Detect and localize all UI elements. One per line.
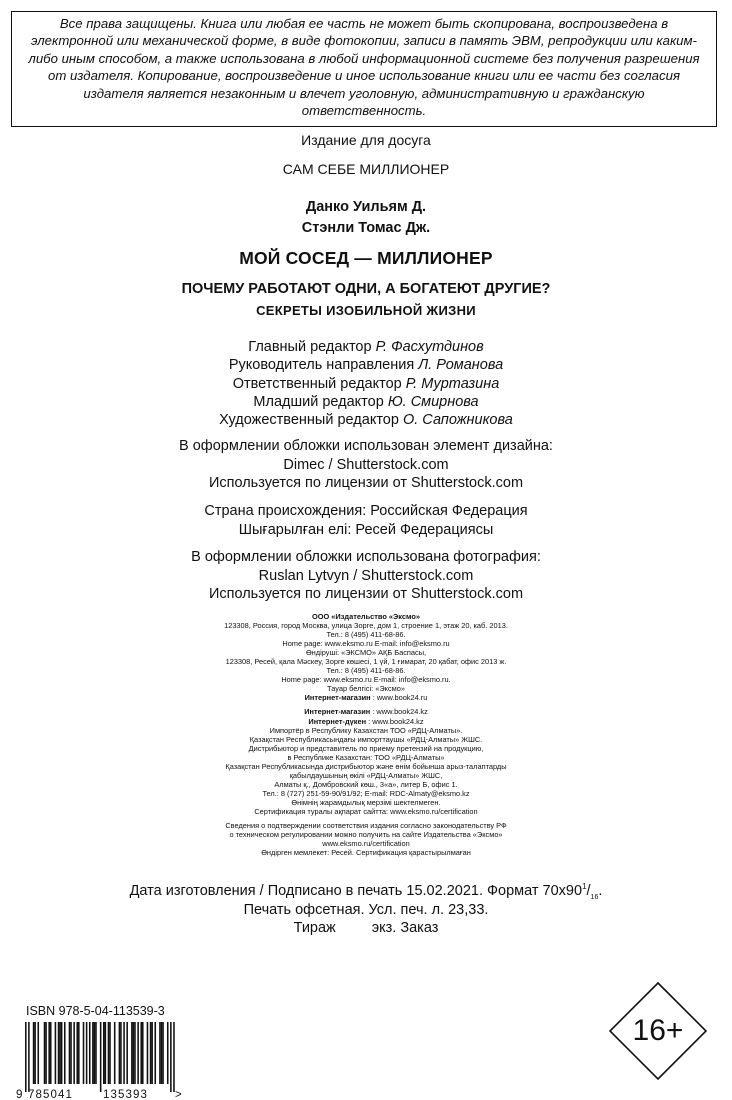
editor-name: О. Сапожникова [402,412,513,429]
imprint-line [0,744,732,753]
barcode-bars [25,1022,175,1092]
format-fraction-numerator: 1 [582,882,587,892]
imprint-line [0,780,732,789]
print-info-line-2: Печать офсетная. Усл. печ. л. 23,33. [243,901,489,918]
isbn-number: ISBN 978-5-04-113539-3 [26,1004,165,1018]
imprint-line [0,798,732,807]
imprint-line-text: Өнімнің жарамдылық мерзімі шектелмеген. [291,797,441,807]
editor-role: Художественный редактор [219,412,399,429]
imprint-line [0,789,732,798]
print-info [0,882,732,938]
editor-line [0,375,732,393]
origin-line: Шығарылған елі: Ресей Федерациясы [238,521,494,538]
imprint-line-text: 123308, Ресей, қала Мәскеу, Зорге көшесі, 1 үй, 1 ғимарат, 20 қабат, офис 2013 ж. [225,657,507,667]
imprint-line [0,753,732,762]
book-title: МОЙ СОСЕД — МИЛЛИОНЕР [239,248,493,268]
print-run-label: Тираж [293,920,336,936]
imprint-line-label: Интернет-дүкен [308,716,367,726]
origin-line: Страна происхождения: Российская Федерация [204,503,528,519]
book-subtitle: ПОЧЕМУ РАБОТАЮТ ОДНИ, А БОГАТЕЮТ ДРУГИЕ? [181,281,551,297]
imprint-line [0,621,732,630]
imprint-line [0,639,732,648]
imprint-line-text: 123308, Россия, город Москва, улица Зорге, дом 1, строение 1, этаж 20, каб. 2013. [224,621,508,631]
editor-name: Р. Муртазина [405,375,500,392]
age-rating-badge [609,982,707,1080]
format-fraction-denominator: 16 [590,893,599,901]
copyright-notice-text: Все права защищены. Книга или любая ее часть не может быть скопирована, воспроизведена в электронной или механической форме, в виде фотокопии, записи в память ЭВМ, репродукции или каким-либо иным способом, а также использована в любой информационной системе без получения разрешения от издателя. Копирование, воспроизведение и иное использование книги или ее части без согласия издателя является незаконным и влечет уголовную, административную и гражданскую ответственность. [28,16,700,119]
barcode-tail-mark: > [175,1089,182,1100]
imprint-line [0,648,732,657]
editor-line [0,393,732,411]
imprint-line-text: Сведения о подтверждении соответствия издания согласно законодательству РФ [225,821,507,831]
print-info-line-3 [0,919,732,938]
editor-name: Ю. Смирнова [387,393,479,410]
editor-role: Главный редактор [248,339,372,355]
imprint-line-text: Өндіруші: «ЭКСМО» АҚБ Баспасы, [305,648,427,658]
imprint-line-text: www.eksmo.ru/certification [322,839,410,849]
imprint-line-text: Сертификация туралы ақпарат сайтта: www.eksmo.ru/certification [254,806,478,816]
imprint-line [0,771,732,780]
imprint-line [0,707,732,716]
imprint-line-label: Интернет-магазин [304,707,371,717]
editor-line [0,338,732,356]
imprint-line-text: Қазақстан Республикасында дистрибьютор және өнім бойынша арыз-талаптарды [225,761,507,771]
series-name: САМ СЕБЕ МИЛЛИОНЕР [282,161,450,177]
imprint-line [0,684,732,693]
authors-block [0,197,732,239]
imprint-line [0,848,732,857]
author-1: Данко Уильям Д. [305,199,427,215]
isbn-barcode [15,1022,185,1100]
editor-line [0,411,732,429]
imprint-line-text: : www.book24.kz [366,716,424,726]
imprint-line [0,657,732,666]
imprint-line-text: Импортёр в Республику Казахстан ТОО «РДЦ-Алматы». [269,725,463,735]
cover-photo-credit [0,548,732,604]
imprint-line-text: : www.book24.ru [370,693,428,703]
imprint-line-label: Интернет-магазин [304,693,371,703]
editor-line [0,356,732,374]
editor-name: Л. Романова [418,357,504,374]
imprint-line-text: Тел.: 8 (495) 411-68-86. [326,666,406,676]
credit-line: В оформлении обложки использован элемент дизайна: [179,438,553,454]
print-info-line-1: Дата изготовления / Подписано в печать 15.02.2021. Формат $70x90^1/_{16}$. [129,882,603,901]
barcode-left-digits: 785041 [28,1089,73,1100]
imprint-line [0,612,732,621]
book-subtitle-2: СЕКРЕТЫ ИЗОБИЛЬНОЙ ЖИЗНИ [256,303,476,318]
barcode-right-digits: 135393 [103,1089,148,1100]
barcode-lead-digit: 9 [16,1089,23,1100]
cover-design-credit [0,437,732,493]
editors-list [0,338,732,429]
edition-type: Издание для досуга [301,132,431,148]
imprint-line-text: Қазақстан Республикасындағы импорттаушы «РДЦ-Алматы» ЖШС. [249,734,483,744]
copyright-notice-box [11,11,717,127]
imprint-line-text: : www.book24.kz [370,707,428,717]
imprint-line-text: Тел.: 8 (495) 411-68-86. [326,630,406,640]
imprint-line-text: Алматы қ., Домбровский көш., 3«а», литер Б, офис 1. [274,779,458,789]
editor-role: Руководитель направления [228,357,415,374]
credit-line: Используется по лицензии от Shutterstock.com [208,586,524,602]
imprint-line [0,717,732,726]
imprint-line-text: Тел.: 8 (727) 251-59-90/91/92; E-mail: RDC-Almaty@eksmo.kz [262,788,470,798]
editor-role: Ответственный редактор [232,375,402,392]
imprint-line-text: Тауар белгісі: «Эксмо» [327,684,405,694]
imprint-line [0,830,732,839]
imprint-line-text: ООО «Издательство «Эксмо» [312,612,420,621]
credit-line: Ruslan Lytvyn / Shutterstock.com [258,567,474,584]
author-2: Стэнли Томас Дж. [301,220,431,236]
credit-line: Используется по лицензии от Shutterstock.com [208,475,524,491]
imprint-line-text: қабылдаушының өкілі «РДЦ-Алматы» ЖШС, [289,770,443,780]
print-date-format: Дата изготовления / Подписано в печать 15.02.2021. Формат 70x90 [129,883,583,899]
imprint-line [0,630,732,639]
age-rating-label: 16+ [632,1014,684,1047]
credit-line: Dimec / Shutterstock.com [283,456,449,473]
imprint-line [0,726,732,735]
imprint-line [0,821,732,830]
imprint-line [0,735,732,744]
imprint-line [0,666,732,675]
imprint-line [0,675,732,684]
imprint-line-text: Home page: www.eksmo.ru E-mail: info@eksmo.ru [282,639,450,649]
imprint-line-text: о техническом регулировании можно получить на сайте Издательства «Эксмо» [229,830,503,840]
imprint-line [0,693,732,702]
imprint-line-text: Дистрибьютор и представитель по приему претензий на продукцию, [248,743,484,753]
imprint-line [0,762,732,771]
order-label: экз. Заказ [371,920,439,936]
imprint-line [0,839,732,848]
publisher-imprint [0,612,732,857]
editor-role: Младший редактор [253,393,384,410]
print-line-end: . [598,883,603,899]
country-of-origin [0,502,732,539]
imprint-line [0,807,732,816]
editor-name: Р. Фасхутдинов [375,339,484,355]
credit-line: В оформлении обложки использована фотография: [191,549,541,565]
imprint-line-text: Өндірген мемлекет: Ресей. Сертификация қарастырылмаған [261,848,471,858]
imprint-line-text: в Республике Казахстан: ТОО «РДЦ-Алматы» [287,752,445,762]
imprint-line-text: Home page: www.eksmo.ru E-mail: info@eksmo.ru. [281,675,451,685]
